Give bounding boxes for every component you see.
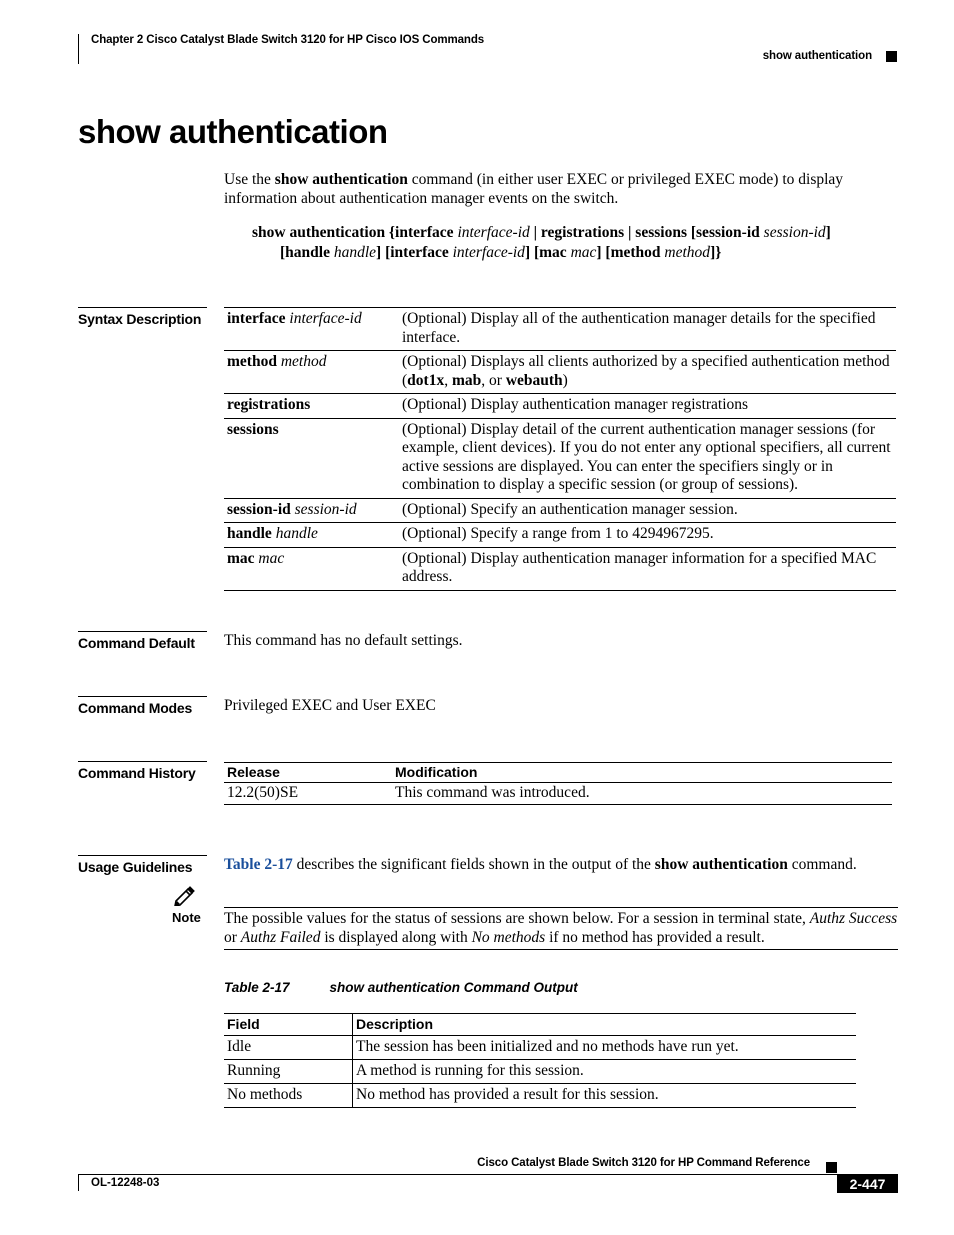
running-header-chapter: Chapter 2 Cisco Catalyst Blade Switch 3120 for HP Cisco IOS Commands	[91, 34, 485, 46]
intro-command: show authentication	[274, 171, 408, 188]
table-header-row: Release Modification	[224, 763, 892, 783]
command-output-table	[224, 1013, 856, 1108]
syntax-line-2: [handle handle] [interface interface-id] [mac mac] [method method]}	[280, 244, 722, 261]
command-default-text: This command has no default settings.	[224, 632, 463, 649]
table-row: registrations (Optional) Display authentication manager registrations	[224, 394, 896, 419]
table-link[interactable]: Table 2-17	[224, 856, 293, 873]
running-header-section: show authentication	[762, 50, 872, 62]
section-label-command-history: Command History	[78, 761, 207, 781]
page-number: 2-447	[837, 1175, 898, 1193]
header-marker	[886, 51, 897, 62]
note-text: The possible values for the status of sessions are shown below. For a session in terminal state, Authz Success or Authz Failed is displayed along with No methods if no method has provided a result.	[224, 907, 898, 950]
table-row: interface interface-id (Optional) Display all of the authentication manager details for the specified interface.	[224, 308, 896, 351]
table-row: method method (Optional) Displays all clients authorized by a specified authentication method (dot1x, mab, or webauth)	[224, 351, 896, 394]
usage-paragraph: Table 2-17 describes the significant fields shown in the output of the show authentication command.	[224, 856, 857, 873]
section-label-command-modes: Command Modes	[78, 696, 207, 716]
table-row: session-id session-id (Optional) Specify an authentication manager session.	[224, 498, 896, 523]
table-caption	[224, 980, 578, 995]
section-label-usage-guidelines: Usage Guidelines	[78, 855, 207, 875]
syntax-description-table	[224, 307, 896, 591]
syntax-line-1: show authentication {interface interface-id | registrations | sessions [session-id session-id]	[252, 224, 831, 241]
table-row: 12.2(50)SE This command was introduced.	[224, 783, 892, 805]
footer-doc-number: OL-12248-03	[91, 1177, 160, 1189]
footer-vertical-rule	[78, 1174, 79, 1191]
table-row: sessions (Optional) Display detail of the current authentication manager sessions (for example, client devices). If you do not enter any optional specifiers, all current active sessions are displayed. You can enter the specifiers singly or in combination to display a specific session (or group of sessions).	[224, 418, 896, 498]
note-label: Note	[172, 910, 201, 925]
command-syntax	[252, 223, 902, 263]
footer-title: Cisco Catalyst Blade Switch 3120 for HP Command Reference	[477, 1157, 810, 1169]
table-row: No methods No method has provided a result for this session.	[224, 1084, 856, 1108]
caption-title: show authentication Command Output	[329, 980, 578, 995]
table-row: Idle The session has been initialized and no methods have run yet.	[224, 1036, 856, 1060]
table-row: handle handle (Optional) Specify a range from 1 to 4294967295.	[224, 523, 896, 548]
table-row: mac mac (Optional) Display authentication manager information for a specified MAC address.	[224, 547, 896, 590]
header-rule	[78, 34, 79, 64]
page-title: show authentication	[78, 113, 388, 150]
intro-paragraph: Use the show authentication command (in either user EXEC or privileged EXEC mode) to display information about authentication manager events on the switch.	[224, 171, 844, 207]
footer-rule	[78, 1174, 898, 1175]
caption-number: Table 2-17	[224, 980, 290, 995]
section-label-command-default: Command Default	[78, 631, 207, 651]
section-label-syntax-description: Syntax Description	[78, 307, 207, 327]
footer-marker	[826, 1162, 837, 1173]
command-modes-text: Privileged EXEC and User EXEC	[224, 697, 436, 714]
table-header-row: Field Description	[224, 1014, 856, 1036]
table-row: Running A method is running for this session.	[224, 1060, 856, 1084]
pencil-note-icon	[173, 884, 195, 906]
command-history-table	[224, 762, 892, 805]
